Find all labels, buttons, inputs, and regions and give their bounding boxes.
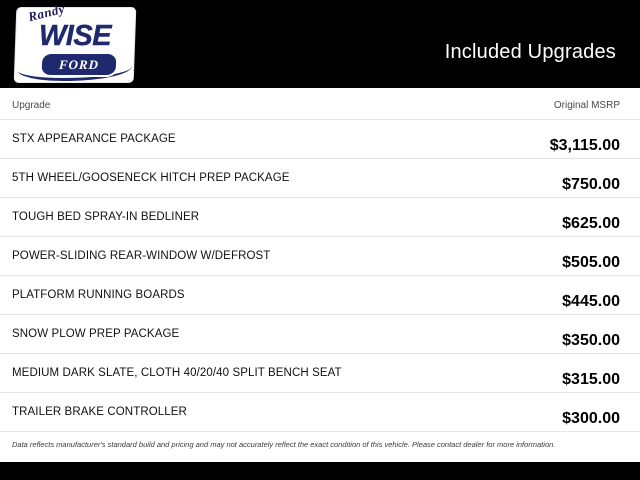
- upgrade-price: $3,115.00: [549, 137, 620, 154]
- page-title: Included Upgrades: [444, 40, 616, 63]
- upgrade-name: MEDIUM DARK SLATE, CLOTH 40/20/40 SPLIT BENCH SEAT: [12, 367, 342, 379]
- dealer-logo: [16, 2, 136, 86]
- upgrade-name: SNOW PLOW PREP PACKAGE: [12, 328, 180, 340]
- bottom-bar: [0, 462, 640, 480]
- upgrade-price: $315.00: [562, 371, 620, 388]
- table-row: [0, 119, 640, 158]
- page-header: [0, 0, 640, 88]
- table-row: [0, 197, 640, 236]
- upgrade-price: $625.00: [562, 215, 620, 232]
- table-row: [0, 158, 640, 197]
- table-row: [0, 236, 640, 275]
- column-header-upgrade: Upgrade: [12, 100, 51, 111]
- logo-text-randy: Randy: [26, 0, 67, 25]
- upgrade-name: TOUGH BED SPRAY-IN BEDLINER: [12, 211, 200, 223]
- upgrade-name: STX APPEARANCE PACKAGE: [12, 133, 176, 145]
- logo-text-ford: FORD: [58, 57, 100, 72]
- table-header-row: [0, 88, 640, 119]
- column-header-msrp: Original MSRP: [553, 100, 620, 111]
- upgrade-price: $750.00: [562, 176, 620, 193]
- logo-text-wise: WISE: [38, 20, 112, 52]
- upgrades-table: [0, 119, 640, 431]
- table-row: [0, 275, 640, 314]
- table-row: [0, 392, 640, 431]
- upgrade-name: TRAILER BRAKE CONTROLLER: [12, 406, 187, 418]
- upgrade-name: 5TH WHEEL/GOOSENECK HITCH PREP PACKAGE: [12, 172, 290, 184]
- upgrade-name: PLATFORM RUNNING BOARDS: [12, 289, 185, 301]
- upgrade-price: $445.00: [562, 293, 620, 310]
- upgrade-price: $300.00: [562, 410, 620, 427]
- upgrade-price: $350.00: [562, 332, 620, 349]
- table-row: [0, 353, 640, 392]
- upgrade-price: $505.00: [562, 254, 620, 271]
- disclaimer-text: Data reflects manufacturer's standard build and pricing and may not accurately reflect the exact condition of this vehicle. Please contact dealer for more information.: [0, 431, 640, 450]
- table-row: [0, 314, 640, 353]
- upgrade-name: POWER-SLIDING REAR-WINDOW W/DEFROST: [12, 250, 271, 262]
- logo-ford-badge: [39, 52, 118, 77]
